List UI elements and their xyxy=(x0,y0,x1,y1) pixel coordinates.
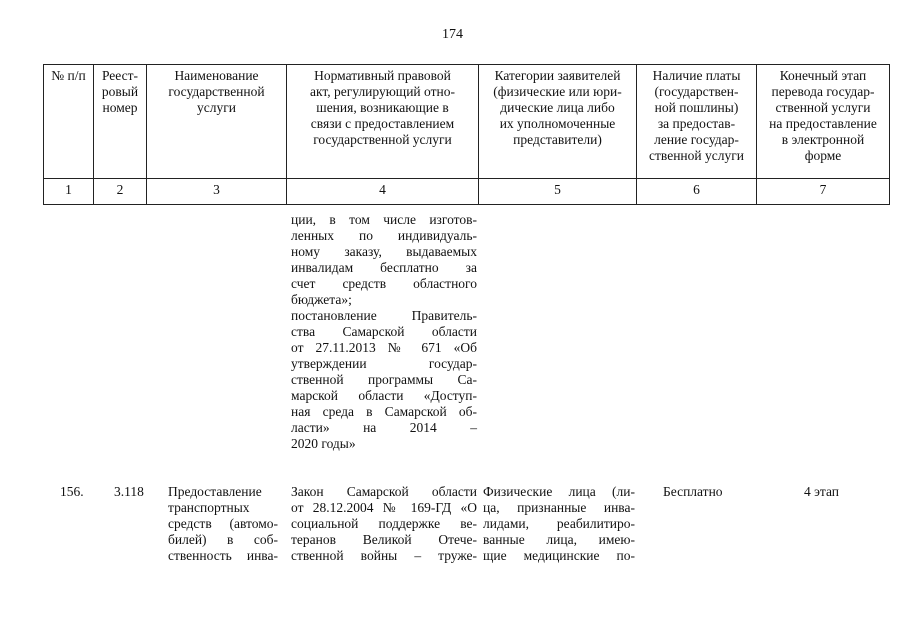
text-line: ственной программы Са- xyxy=(291,372,477,387)
text-line: счет средств областного xyxy=(291,276,477,291)
text-line: ции, в том числе изготов- xyxy=(291,212,477,227)
text-line: ванные лица, имею- xyxy=(483,532,635,547)
text-line: теранов Великой Отече- xyxy=(291,532,477,547)
text-line: ственной войны – труже- xyxy=(291,548,477,563)
legal-act-continuation xyxy=(291,212,477,452)
text-line: ная среда в Самарской об- xyxy=(291,404,477,419)
column-number: 3 xyxy=(147,179,287,205)
text-line: ца, признанные инва- xyxy=(483,500,635,515)
text-line: 2020 годы» xyxy=(291,436,356,451)
text-line: лидами, реабилитиро- xyxy=(483,516,635,531)
text-line: от 28.12.2004 № 169-ГД «О xyxy=(291,500,477,515)
column-number: 7 xyxy=(757,179,890,205)
text-line: билей) в соб- xyxy=(168,532,278,547)
text-line: ленных по индивидуаль- xyxy=(291,228,477,243)
text-line: средств (автомо- xyxy=(168,516,278,531)
row-156-service-name xyxy=(168,484,278,564)
text-line: бюджета»; xyxy=(291,292,352,307)
header-cell-service-name: Наименование государственной услуги xyxy=(147,65,287,179)
text-line: ственность инва- xyxy=(168,548,278,563)
row-156-legal-act xyxy=(291,484,477,564)
text-line: инвалидам бесплатно за xyxy=(291,260,477,275)
row-156-final-stage: 4 этап xyxy=(804,484,840,499)
text-line: социальной поддержке ве- xyxy=(291,516,477,531)
text-line: Закон Самарской области xyxy=(291,484,477,499)
text-line: марской области «Доступ- xyxy=(291,388,477,403)
row-156-fee: Бесплатно xyxy=(663,484,723,499)
header-row xyxy=(44,65,890,179)
text-line: утверждении государ- xyxy=(291,356,477,371)
text-line: щие медицинские по- xyxy=(483,548,635,563)
column-number: 6 xyxy=(637,179,757,205)
column-number-row xyxy=(44,179,890,205)
header-cell-number: № п/п xyxy=(44,65,94,179)
header-cell-fee: Наличие платы (государствен- ной пошлины) за предостав- ление государ- ственной услуги xyxy=(637,65,757,179)
services-table-header xyxy=(43,64,890,205)
text-line: ства Самарской области xyxy=(291,324,477,339)
text-line: Физические лица (ли- xyxy=(483,484,635,499)
column-number: 2 xyxy=(94,179,147,205)
text-line: ласти» на 2014 – xyxy=(291,420,477,435)
header-cell-registry-number: Реест- ровый номер xyxy=(94,65,147,179)
text-line: постановление Правитель- xyxy=(291,308,477,323)
text-line: ному заказу, выдаваемых xyxy=(291,244,477,259)
column-number: 1 xyxy=(44,179,94,205)
row-156-registry-number: 3.118 xyxy=(114,484,144,499)
text-line: Предоставление xyxy=(168,484,262,499)
text-line: транспортных xyxy=(168,500,250,515)
header-cell-final-stage: Конечный этап перевода государ- ственной услуги на предоставление в электронной форме xyxy=(757,65,890,179)
row-156-number: 156. xyxy=(60,484,84,499)
page-number: 174 xyxy=(442,27,463,42)
header-cell-applicant-categories: Категории заявителей (физические или юри- дические лица либо их уполномоченные представители) xyxy=(479,65,637,179)
header-cell-legal-act: Нормативный правовой акт, регулирующий отно- шения, возникающие в связи с предоставлением государственной услуги xyxy=(287,65,479,179)
text-line: от 27.11.2013 № 671 «Об xyxy=(291,340,477,355)
row-156-applicant-categories xyxy=(483,484,635,564)
column-number: 5 xyxy=(479,179,637,205)
column-number: 4 xyxy=(287,179,479,205)
